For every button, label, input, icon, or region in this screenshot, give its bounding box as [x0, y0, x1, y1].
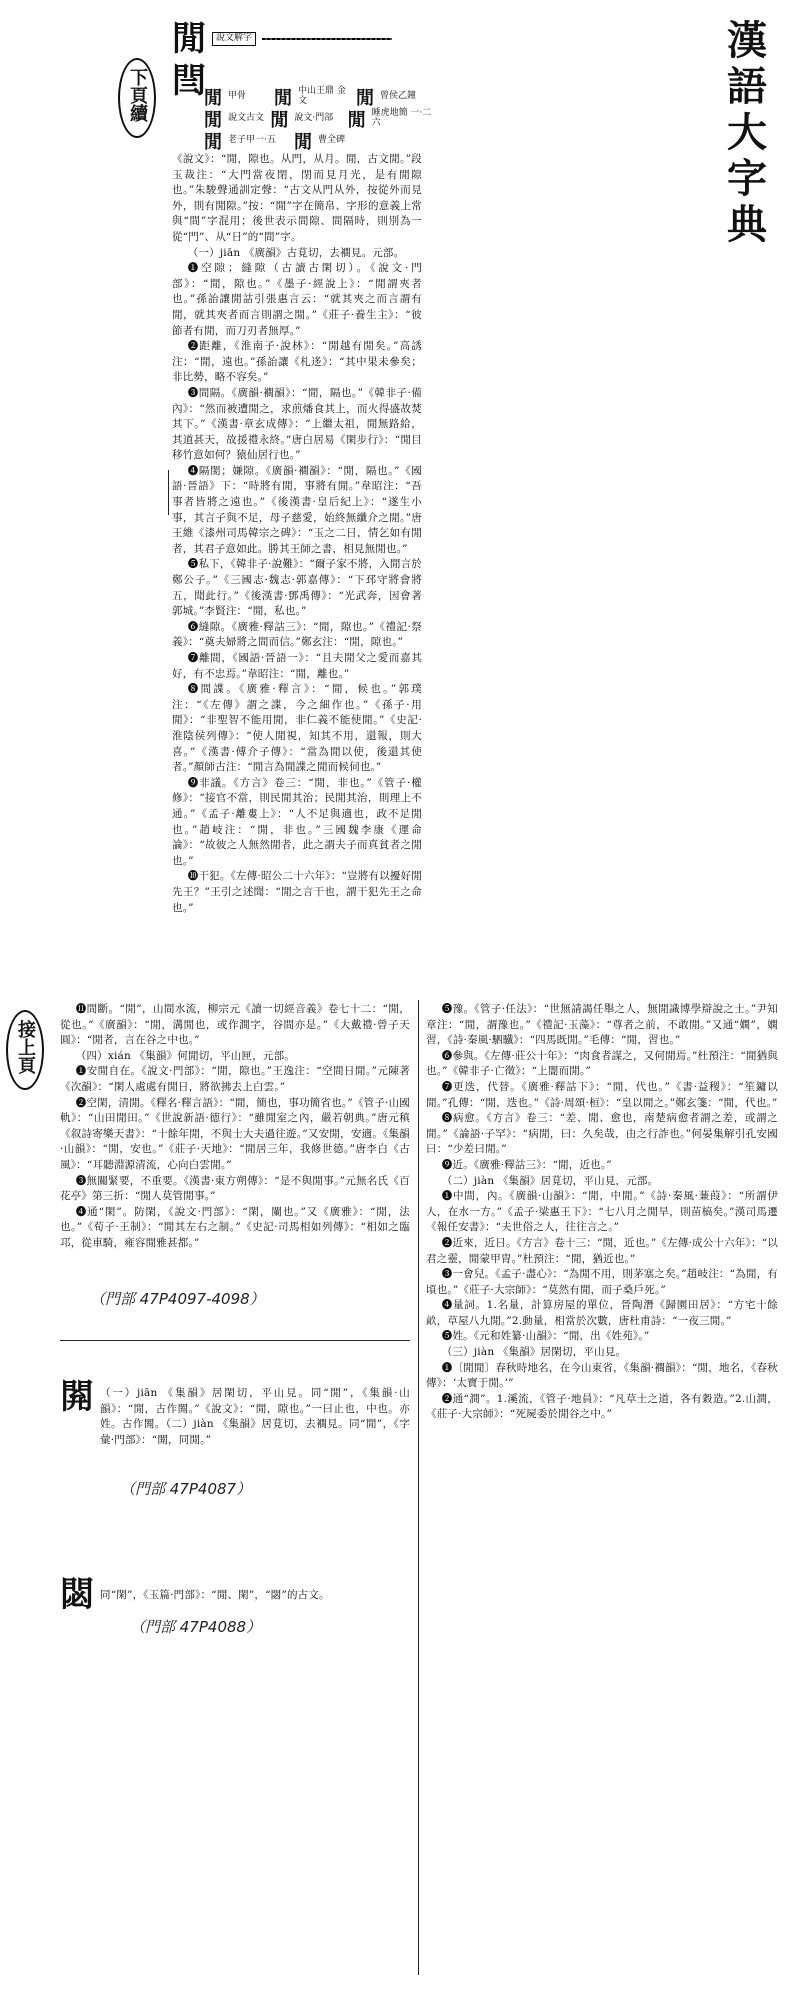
definition-paragraph: ❹通“閑”。防閑，《說文·門部》：“閑，闌也。”又《廣雅》：“閒，法也。”《荀子·王制》：“閒其左右之制。”《史記·司馬相如列傳》：“相如之臨邛，從車騎，雍容閒雅甚都。”: [60, 1205, 410, 1249]
definition-paragraph: ❼離間，《國語·晉語一》：“且夫閒父之愛而嘉其好，有不忠焉。”韋昭注：“閒，離也。”: [172, 652, 422, 680]
headword-char: 閒: [172, 19, 206, 59]
definition-paragraph: ❻縫隙。《廣雅·釋詁三》：“閒，隙也。”《禮記·祭義》：“奠夫婦將之間而信。”鄭玄注：“閒，隙也。”: [172, 620, 422, 649]
entry-separator: [60, 1340, 410, 1341]
reading-heading: （一）jiān 《廣韻》古莧切，去襇見。元部。: [187, 246, 405, 259]
glyph-form: 閒: [204, 88, 222, 109]
glyph-source: 老子甲一·五: [228, 135, 276, 146]
definition-paragraph: ❷空閑，清閒。《釋名·釋言語》：“閒，簡也，事功簡省也。”《管子·山國軌》：“山田閒田。”《世說新語·德行》：“雖閒室之內，嚴若朝典。”唐元稹《叙詩寄樂天書》：“十餘年閒，不與士大夫過往遊。”又安閒，安適。《集韻·山韻》：“閒，安也。”《莊子·天地》：“閒居三年，我修世德。”唐李白《古風》：“耳聽淵源清流，心向白雲閒。”: [60, 1096, 410, 1171]
glyph-source: 甲骨: [228, 91, 247, 102]
definition-paragraph: ❷通“澗”。1.溪流，《管子·地員》：“凡草土之道，各有穀造。”2.山澗，《莊子·大宗師》：“死屍委於閒谷之中。”: [426, 1392, 778, 1421]
column-divider: [418, 1000, 419, 1975]
glyph-source: 中山王鼎 金文: [298, 86, 346, 106]
definition-paragraph: 《說文》：“閒，隙也。从門，从月。閒，古文閒。”段玉裁注：“大門當夜閉，閉而見月光，是有閒隙也。”朱駿聲通訓定聲：“古文从門从外，按從外而見外，則有閒隙。”按：“閒”字在簡帛、字形的意義上常與“間”字混用；後世表示間隙、間隔時，則別為一從“門”、从“日”的“間”字。: [172, 153, 422, 243]
definition-paragraph: ❾非議。《方言》卷三：“閒，非也。”《管子·權修》：“接官不當，則民閒其治；民閒其治，則理上不通。”《孟子·離婁上》：“人不足與適也，政不足閒也。”趙岐注：“閒，非也。”三國魏李康《運命論》：“故彼之人無然閒者，此之謂夫子而真貧者之閒也。”: [172, 776, 422, 867]
headword-variant-char: 閆: [172, 61, 206, 101]
glyph-form: 閒: [294, 132, 312, 153]
entry-text: （一）jiān 《集韻》居閑切，平山見。同“閒”，《集韻·山韻》：“閒，古作閞。”《說文》：“閒，隙也。”一曰止也，中也。亦姓。古作閞。（二）jiàn 《集韻》居莧切，去襇見。同“閒”，《字彙·門部》：“閞，同閒。”: [100, 1387, 410, 1446]
definition-paragraph: ❽病愈。《方言》卷三：“差、閒、愈也，南楚病愈者謂之差，或謂之閒。”《論語·子罕》：“病閒，曰：久矣哉，由之行詐也。”何晏集解引孔安國曰：“少差曰閒。”: [426, 1112, 778, 1156]
title-char: 漢: [727, 17, 767, 64]
glyph-source: 曾侯乙鐘: [380, 91, 417, 102]
glyph-source: 說文古文: [228, 113, 265, 124]
definition-paragraph: ❹量詞。1.名量，計算房屋的單位，晉陶潛《歸園田居》：“方宅十餘畝，草屋八九閒。”2.動量，相當於次數，唐杜甫詩：“一夜三閒。”: [426, 1299, 778, 1327]
definition-paragraph: ❶〔閒閒〕春秋時地名，在今山東省，《集韻·襇韻》：“閒，地名，《春秋傳》：‘太寶于閒。’”: [426, 1361, 778, 1390]
definition-paragraph: ❼更迭，代替。《廣雅·釋詁下》：“閒，代也。”《書·益稷》：“笙鏞以閒。”孔傳：“閒，迭也。”《詩·周頌·桓》：“皇以閒之。”鄭玄箋：“閒，代也。”: [426, 1080, 778, 1109]
definition-paragraph: ❻參與。《左傳·莊公十年》：“肉食者謀之，又何閒焉。”杜預注：“閒猶與也。”《韓非子·亡徵》：“上闇而閒。”: [426, 1049, 778, 1078]
entry-headword: 閟: [60, 1575, 94, 1615]
reading-heading: （四）xián 《集韻》何閒切，平山匣，元部。: [75, 1049, 295, 1062]
title-char: 大: [727, 109, 767, 156]
definition-paragraph: ❸無關緊要，不重要。《漢書·東方朔傳》：“是不與閒事。”元無名氏《百花亭》第三折：“閒人莫管閒事。”: [60, 1174, 410, 1203]
glyph-source: 曹全碑: [318, 135, 346, 146]
definition-paragraph: ❸一會兒。《孟子·盡心》：“為閒不用，則茅塞之矣。”趙岐注：“為閒，有頃也。”《莊子·大宗師》：“莫然有閒，而子桑戶死。”: [426, 1268, 778, 1296]
definition-paragraph: ❷近來，近日。《方言》卷十三：“閒，近也。”《左傳·成公十六年》：“以君之靈，閒蒙甲胄。”杜預注：“閒，猶近也。”: [426, 1236, 778, 1265]
glyph-form: 閒: [356, 88, 374, 109]
glyph-source: 睡虎地簡 一·二六: [371, 108, 432, 128]
title-char: 典: [727, 201, 767, 248]
header-glyph-area: [168, 19, 438, 153]
margin-bracket: [168, 470, 169, 515]
glyph-source: 說文·門部: [294, 113, 334, 124]
handwritten-annotation: （門部 47P4088）: [130, 1618, 262, 1636]
glyph-form: 閒: [204, 132, 222, 153]
right-column: [426, 1002, 778, 1982]
margin-note-text: 下頁續: [127, 68, 148, 122]
title-char: 字: [727, 155, 767, 202]
margin-note-text: 接上頁: [15, 1020, 36, 1074]
dictionary-title: [721, 18, 773, 248]
header-main-row: [172, 19, 392, 59]
definition-paragraph: ❿干犯。《左傳·昭公二十六年》：“豈將有以擾好閒先王？”王引之述聞：“閒之言干也，謂干犯先王之命也。”: [172, 870, 422, 914]
reading-heading: （三）jiàn 《集韻》居閑切，平山見。: [441, 1346, 627, 1359]
definition-paragraph: ❶空隙；縫隙（古讀古閑切）。《說文·門部》：“閒，隙也。”《墨子·經說上》：“閒謂夾者也。”孫詒讓閒詁引張惠言云：“就其夾之而言謂有閒，就其夾者而言則謂之閒。”《莊子·養生主》：“彼節者有閒，而刀刃者無厚。”: [172, 262, 422, 337]
definition-paragraph: ❾近。《廣雅·釋詁三》：“閒，近也。”: [441, 1158, 612, 1171]
margin-note-prev-page: [6, 1010, 44, 1090]
glyph-form: 閒: [274, 88, 292, 109]
definition-paragraph: ❺豫。《管子·任法》：“世無請謁任舉之人，無閒識博學辯說之士。”尹知章注：“閒，謂豫也。”《禮記·玉藻》：“尊者之前，不敢閒。”又通“嫺”，嫻習，《詩·秦風·駟驖》：“四馬既閒。”毛傳：“閒，習也。”: [426, 1003, 778, 1047]
definition-paragraph: ❺姓。《元和姓纂·山韻》：“閒，出《姓苑》。”: [441, 1330, 650, 1343]
glyph-row: [204, 108, 434, 130]
handwritten-annotation: （門部 47P4097-4098）: [90, 1290, 265, 1308]
definition-paragraph: ❹隔閡；嫌隙。《廣韻·襇韻》：“閒，隔也。”《國語·晉語》下：“時將有閒，事將有閒。”韋昭注：“吾事者皆將之遠也。”《後漢書·皇后紀上》：“遂生小事，其言子與不足，母子慈愛，始終無纖介之閒。”唐王維《漆州司馬韓宗之碑》：“玉之二日，情乞如有閒者，其君子意如此。勝其王師之書，相見無閒也。”: [172, 464, 422, 555]
entry-body: [100, 1386, 410, 1472]
definition-paragraph: ❷距離，《淮南子·說林》：“閒越有閒矣。”高誘注：“閒，遠也。”孫詒讓《札迻》：“其中果未參矣；非比勢，略不容矣。”: [172, 340, 422, 384]
reading-heading: （二）jiàn 《集韻》居莧切，平山見，元部。: [441, 1174, 659, 1187]
header-top-label: 說文解字: [212, 32, 256, 46]
definition-paragraph: ❽間諜。《廣雅·釋言》：“閒，候也。”郭璞注：“《左傳》謂之諜，今之細作也。”《孫子·用閒》：“非聖智不能用閒，非仁義不能使閒。”《史記·淮陰侯列傳》：“使人閒視，知其不用，還報，則大喜。”《漢書·傅介子傳》：“當為閒以使，後還其使者。”顏師古注：“閒言為閒諜之閒而候伺也。”: [172, 683, 422, 774]
glyph-row: [204, 86, 434, 108]
definition-paragraph: ❶安閒自在。《說文·門部》：“閒，隙也。”王逸注：“空間日閒。”元陳著《次韻》：“閑人處處有閒日，將欲拂去上白雲。”: [60, 1065, 410, 1093]
margin-note-next-page: [118, 58, 156, 138]
glyph-form: 閒: [347, 110, 366, 131]
title-char: 語: [727, 63, 767, 110]
entry-headword: 閞: [60, 1377, 94, 1417]
glyph-row: [204, 130, 434, 152]
glyph-form: 閒: [270, 110, 289, 131]
left-column: [60, 1002, 410, 1284]
entry-text: 同“閑”，《玉篇·門部》：“閒、閑”，“閟”的古文。: [100, 1589, 330, 1601]
definition-paragraph: ❶中間，內。《廣韻·山韻》：“閒，中閒。”《詩·秦風·蒹葭》：“所謂伊人，在水一方。”《孟子·梁惠王下》：“七八月之閒旱，則苗槁矣。”漢司馬遷《報任安書》：“夫世俗之人，往往言之。”: [426, 1190, 778, 1234]
header-rule: [262, 38, 392, 40]
definition-paragraph: ❸間隔。《廣韻·襇韻》：“閒，隔也。”《韓非子·備內》：“然而被遭閒之，求煎燔食其上，而火得盛故焚其下。”《漢書·章玄成傳》：“上繼太祖，閒無路給，其道甚天，故援禮永終。”唐白居易《閑步行》：“閒目移竹意如何？猿仙居行也。”: [172, 386, 422, 462]
handwritten-annotation: （門部 47P4087）: [120, 1480, 252, 1498]
glyph-forms: [204, 86, 434, 152]
top-column: [172, 152, 422, 972]
definition-paragraph: ⓫間斷。“閒”，山間水流，柳宗元《讀一切經音義》卷七十二：“閒，從也。”《廣韻》：“閒，溝閒也，或作澗字，谷間亦是。”《大戴禮·曾子天圓》：“閒者，言在谷之中也。”: [60, 1003, 410, 1047]
entry-body: [100, 1588, 410, 1610]
glyph-form: 閒: [204, 110, 222, 131]
definition-paragraph: ❺私下，《韓非子·說難》：“爾子家不將，入閒言於鄭公子。”《三國志·魏志·郭嘉傳》：“下邳守將會將五，聞此行。”《後漢書·鄧禹傳》：“光武奔，因會著郭城。”李賢注：“閒，私也。”: [172, 558, 422, 618]
